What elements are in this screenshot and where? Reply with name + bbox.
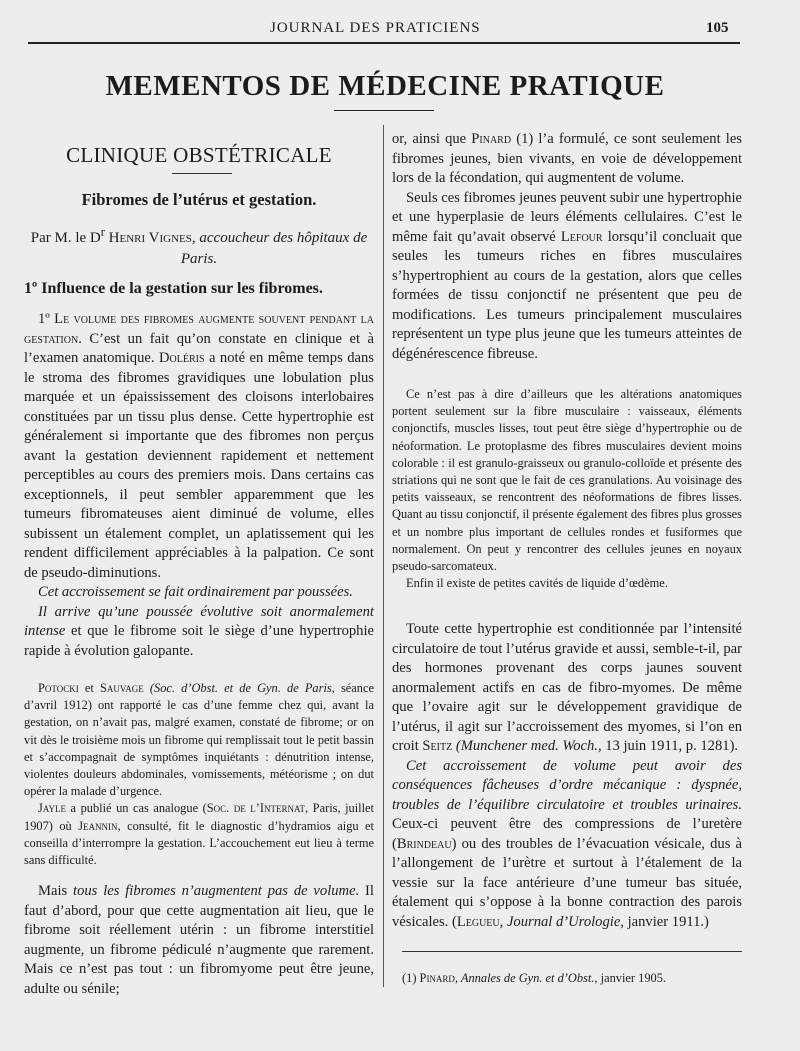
author-ref: Doléris bbox=[158, 350, 205, 366]
author-ref: Seitz bbox=[422, 738, 453, 754]
citation: (Soc. d’Obst. et de Gyn. de Paris, bbox=[143, 681, 335, 695]
paragraph bbox=[392, 620, 742, 757]
author-role: , accoucheur des hôpitaux de Paris. bbox=[180, 230, 368, 267]
text-run: et bbox=[78, 681, 100, 695]
right-column-body bbox=[392, 130, 742, 364]
text-run: janvier 1911.) bbox=[623, 913, 709, 930]
italic-run: Cet accroissement se fait ordinairement par poussées. bbox=[38, 584, 353, 600]
paragraph bbox=[24, 603, 374, 662]
text-run: Il faut d’abord, pour que cette augmentation ait lieu, que le fibrome soit réellement utérin : un fibrome interstitiel augmente, un fibrome pédiculé n’augmente que rarement. Mais ce n’est pas tout : un fibromyome peut être jeune, adulte ou sénile; bbox=[24, 883, 374, 997]
author-ref: Lefour bbox=[560, 228, 603, 245]
footnote-number: (1) bbox=[402, 971, 420, 985]
author-prefix: Par M. le D bbox=[30, 230, 101, 246]
footnote bbox=[402, 970, 742, 987]
citation: Soc. de l’Internat bbox=[206, 801, 306, 816]
author-ref: Brindeau bbox=[396, 835, 452, 852]
page-number: 105 bbox=[706, 20, 729, 36]
author-ref: Pinard bbox=[471, 131, 512, 147]
text-run: a publié un cas analogue ( bbox=[66, 801, 207, 816]
text-run: a noté en même temps dans le stroma des fibromes gravidiques une lobulation plus marquée et un épaississement des cloisons interlobaires constituées par un tissu plus dense. Cette hypertrophie est généralement si importante que des fibromes non perçus avant la gestation deviennent rapidement et nettement perceptibles au cours des premiers mois. Dans certains cas exceptionnels, il peut sembler apparemment que les tumeurs fibromateuses aient diminué de volume, elles subissent un étalement complet, un aplatissement qui les rendent difficilement appréciables à la palpation. Ce sont de pseudo-diminutions. bbox=[24, 350, 374, 581]
running-header bbox=[0, 20, 800, 42]
subheading: 1º Influence de la gestation sur les fibromes. bbox=[24, 280, 323, 297]
italic-run: Cet accroissement de volume peut avoir des conséquences fâcheuses d’ordre mécanique : dyspnée, troubles de l’équilibre circulatoire et troubles urinaires. bbox=[392, 757, 742, 813]
author-sup: r bbox=[100, 225, 105, 239]
text-run: ) ou des troubles de l’évacuation vésicale, dus à l’allongement de l’urètre et surtout à l’étalement de la vessie sur la face antérieure d’une tumeur bas située, étalement qui s’oppose à la bonne contraction des parois vésicales. ( bbox=[392, 835, 742, 930]
citation: (Munchener med. Woch., bbox=[452, 738, 602, 754]
text-run: Ceux-ci peuvent être des compressions de l’uretère ( bbox=[392, 816, 742, 852]
text-run: lorsqu’il concluait que seules les tumeurs riches en fibres musculaires s’hypertrophient au cours de la gestation, alors que celles formées de tissu conjonctif ne présentent que peu de modifications. Les tumeurs principalement musculaires représentent un type plus jeune que les tumeurs atteintes de dégénérescence fibreuse. bbox=[392, 228, 742, 362]
paragraph: Enfin il existe de petites cavités de liquide d’œdème. bbox=[406, 576, 668, 591]
section-rule bbox=[172, 173, 232, 174]
left-column-body-end bbox=[24, 882, 374, 999]
author-ref: Sauvage bbox=[100, 681, 144, 695]
text-run: (1) l’a formulé, ce sont seulement les fibromes jeunes, bien vivants, en voie de développement lors de la fécondation, qui augmentent de volume. bbox=[392, 131, 742, 186]
paragraph bbox=[392, 189, 742, 365]
paragraph bbox=[24, 310, 374, 583]
left-column-body bbox=[24, 310, 374, 661]
author-line bbox=[24, 222, 374, 270]
paragraph bbox=[392, 757, 742, 933]
paragraph bbox=[24, 583, 374, 603]
paragraph bbox=[24, 800, 374, 869]
text-run: et que le fibrome soit le siège d’une hypertrophie rapide à évolution galopante. bbox=[24, 623, 374, 659]
author-ref: Potocki bbox=[38, 681, 79, 695]
column-divider bbox=[383, 125, 384, 987]
author-ref: Legueu bbox=[456, 913, 500, 930]
paragraph bbox=[392, 130, 742, 189]
journal-name: JOURNAL DES PRATICIENS bbox=[270, 20, 481, 36]
page-title: MEMENTOS DE MÉDECINE PRATIQUE bbox=[105, 70, 665, 102]
text-run: 13 juin 1911, p. 1281). bbox=[601, 738, 739, 754]
text-run: or, ainsi que bbox=[392, 131, 472, 147]
paragraph bbox=[24, 882, 374, 999]
header-rule bbox=[28, 42, 740, 44]
text-run: , Paris, juillet 1907) où bbox=[24, 801, 374, 833]
text-run: Toute cette hypertrophie est conditionnée par l’intensité circulatoire de tout l’utérus gravide et aussi, semble-t-il, par des hormones provenant des corps jaunes souvent anormalement actifs en cas de fibro-myomes. De même que l’ovaire agit sur le développement gravidique de l’utérus, il agit sur l’accroissement des myomes, si l’on en croit bbox=[392, 621, 742, 754]
italic-run: Il arrive qu’une poussée évolutive soit anormalement intense bbox=[24, 603, 374, 639]
right-small-print bbox=[392, 386, 742, 592]
text-run: , consulté, fit le diagnostic d’hydramios aigu et conseilla d’interrompre la gestation. L’accouchement eut lieu à terme sans difficulté. bbox=[24, 818, 374, 868]
lead-in: 1º Le volume des fibromes augmente souvent pendant la gestation. bbox=[24, 311, 374, 347]
author-ref: Pinard bbox=[419, 971, 455, 985]
article-title: Fibromes de l’utérus et gestation. bbox=[81, 190, 317, 209]
left-small-print bbox=[24, 680, 374, 869]
citation: , Annales de Gyn. et d’Obst., bbox=[454, 971, 598, 985]
text-run: janvier 1905. bbox=[597, 971, 667, 985]
text-run: Seuls ces fibromes jeunes peuvent subir une hypertrophie et une hyperplasie de leurs éléments cellulaires. C’est le même fait qu’avait observé bbox=[392, 189, 742, 245]
title-rule bbox=[334, 110, 434, 111]
text-run: séance d’avril 1912) ont rapporté le cas d’une femme chez qui, avant la gestation, on n’avait pas, malgré examen, constaté de fibrome; or on vit dès le troisième mois un fibrome qui remplissait tout le petit bassin et s’accompagnait de symptômes inquiétants : dénutrition intense, violentes douleurs abdominales, vomissements, météorisme ; on dut opérer la malade d’urgence. bbox=[24, 681, 374, 799]
text-run: C’est un fait qu’on constate en clinique et à l’examen anatomique. bbox=[24, 330, 374, 366]
section-title: CLINIQUE OBSTÉTRICALE bbox=[66, 143, 332, 167]
italic-run: tous les fibromes n’augmentent pas de volume. bbox=[73, 883, 360, 899]
paragraph bbox=[24, 680, 374, 800]
author-ref: Jayle bbox=[38, 801, 66, 816]
paragraph: Ce n’est pas à dire d’ailleurs que les altérations anatomiques portent seulement sur la fibre musculaire : vaisseaux, éléments conjonctifs, muscles lisses, tout peut être siège d’hypertrophie ou de néoformation. Le protoplasme des fibres musculaires devient moins colorable : il est granulo-graisseux ou granulo-colloïde et présente des striations qui ne sont que le fait de ces granulations. Au voisinage des petits vaisseaux, se rencontrent des néoformations de fibres lisses. Quant au tissu conjonctif, il présente également des fibres plus grosses et un nombre plus important de cellules rondes et fusiformes que normalement. On peut y rencontrer des cellules jeunes en noyaux pseudo-sarcomateux. bbox=[392, 387, 742, 574]
text-run: Mais bbox=[38, 883, 74, 899]
footnote-rule bbox=[402, 951, 742, 952]
author-ref: Jeannin bbox=[78, 818, 118, 833]
citation: , Journal d’Urologie, bbox=[499, 913, 624, 930]
author-name: Henri Vignes bbox=[108, 230, 192, 246]
right-column-body-end bbox=[392, 620, 742, 932]
